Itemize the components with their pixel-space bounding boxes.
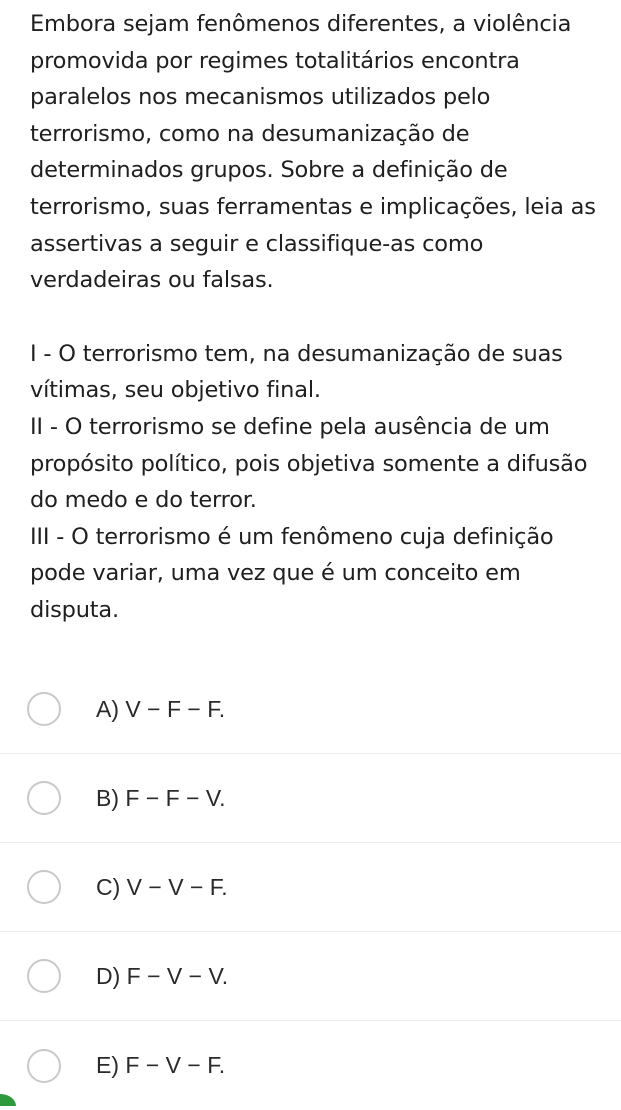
option-e[interactable] bbox=[0, 1021, 621, 1110]
question-text bbox=[30, 6, 615, 629]
option-b-label: B) F − F − V. bbox=[96, 784, 226, 811]
option-e-label: E) F − V − F. bbox=[96, 1052, 226, 1078]
radio-circle-icon[interactable] bbox=[27, 1049, 61, 1083]
option-b[interactable] bbox=[0, 754, 621, 843]
option-c-label: C) V − V − F. bbox=[96, 873, 228, 900]
question-intro: Embora sejam fenômenos diferentes, a violência promovida por regimes totalitários encontra paralelos nos mecanismos utilizados pelo terrorismo, como na desumanização de determinados grupos. Sobre a definição de terrorismo, suas ferramentas e implicações, leia as assertivas a seguir e classifique-as como verdadeiras ou falsas. bbox=[30, 11, 596, 294]
statement-2: II - O terrorismo se define pela ausência de um propósito político, pois objetiva somente a difusão do medo e do terror. bbox=[30, 413, 588, 514]
option-a[interactable] bbox=[0, 665, 621, 754]
radio-circle-icon[interactable] bbox=[27, 959, 61, 993]
radio-circle-icon[interactable] bbox=[27, 692, 61, 726]
statement-1: I - O terrorismo tem, na desumanização de suas vítimas, seu objetivo final. bbox=[30, 340, 563, 404]
radio-circle-icon[interactable] bbox=[27, 781, 61, 815]
option-a-label: A) V − F − F. bbox=[96, 695, 226, 722]
option-d[interactable] bbox=[0, 932, 621, 1021]
option-c[interactable] bbox=[0, 843, 621, 932]
answer-options bbox=[0, 665, 621, 1110]
option-d-label: D) F − V − V. bbox=[96, 962, 229, 989]
radio-circle-icon[interactable] bbox=[27, 870, 61, 904]
statement-3: III - O terrorismo é um fenômeno cuja definição pode variar, uma vez que é um conceito em disputa. bbox=[30, 523, 554, 623]
